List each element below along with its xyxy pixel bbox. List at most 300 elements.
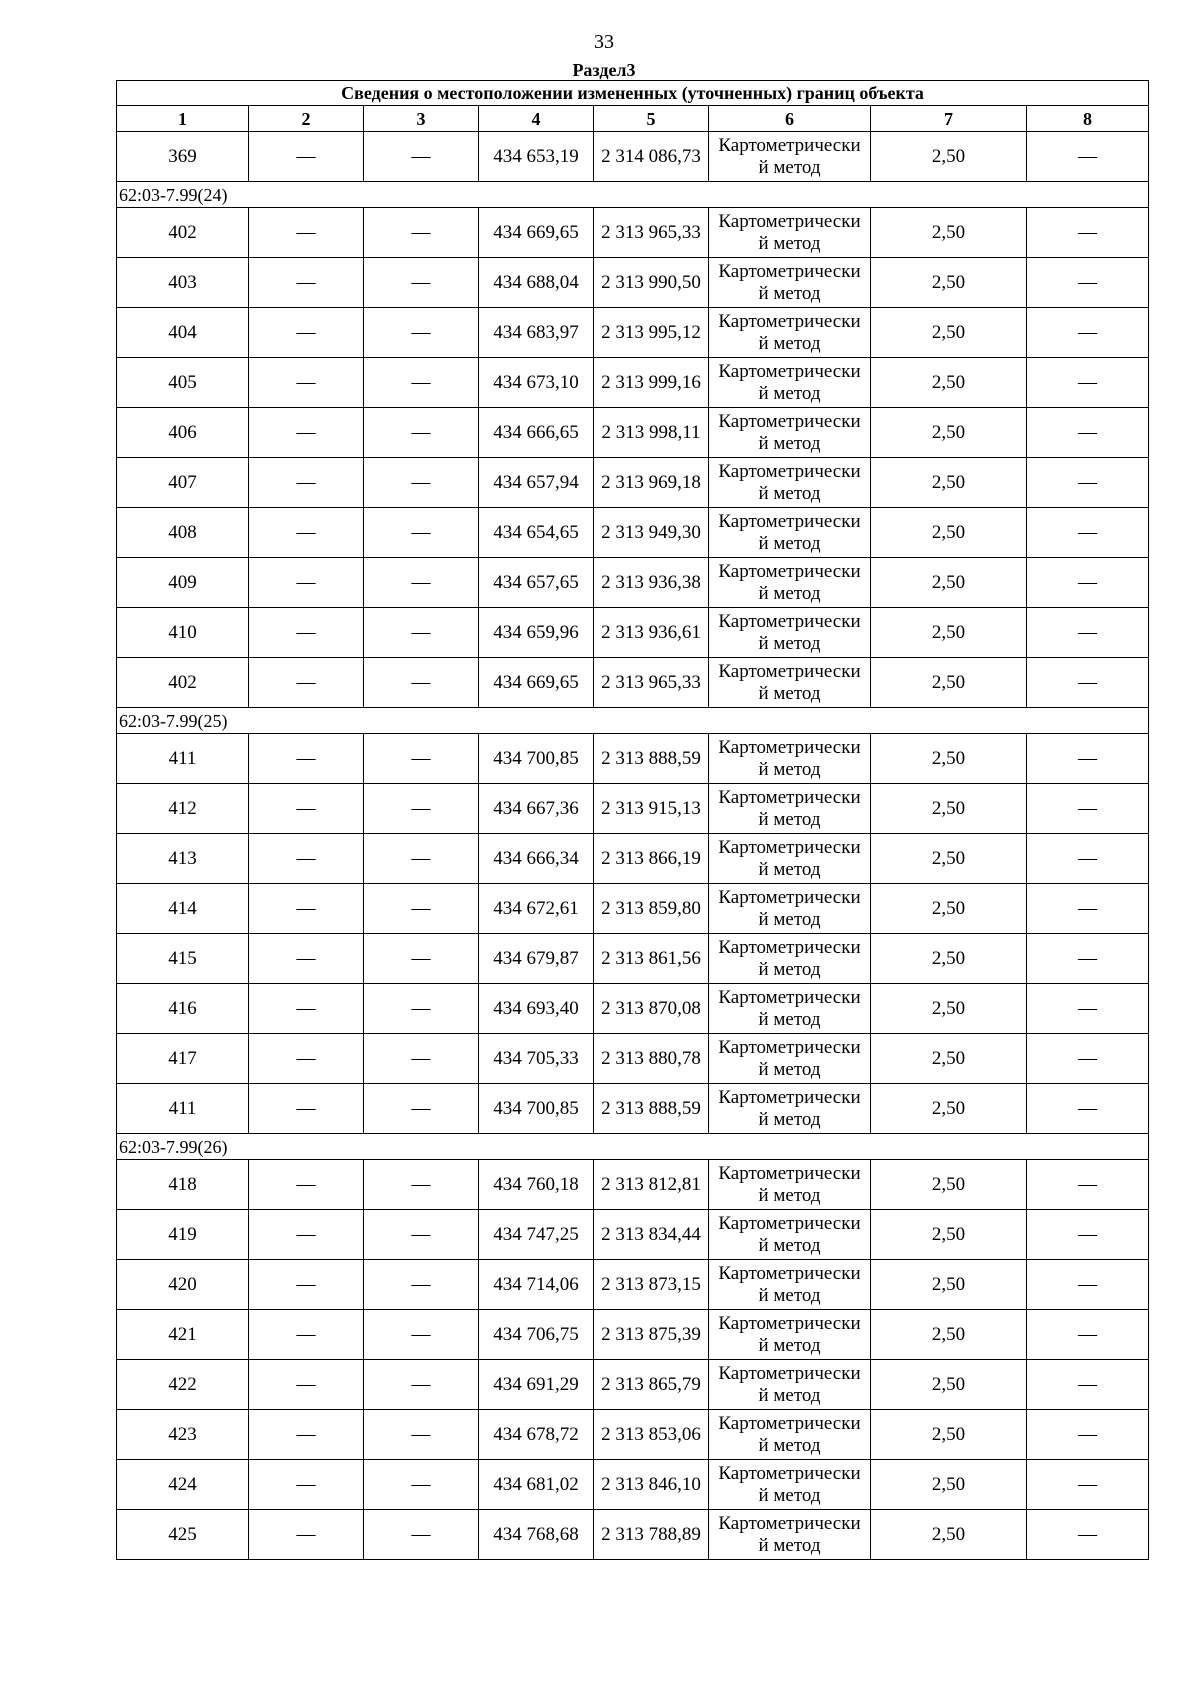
table-row xyxy=(117,208,1149,258)
table-row xyxy=(117,132,1149,182)
method-cell xyxy=(709,558,871,608)
y-coordinate-cell: 2 313 861,56 xyxy=(594,934,709,984)
column-8-cell: — xyxy=(1027,884,1149,934)
method-line-1: Картометрически xyxy=(718,134,861,156)
column-2-cell: — xyxy=(249,508,364,558)
x-coordinate-cell: 434 700,85 xyxy=(479,734,594,784)
point-number-cell: 422 xyxy=(117,1360,249,1410)
point-number-cell: 423 xyxy=(117,1410,249,1460)
y-coordinate-cell: 2 313 965,33 xyxy=(594,658,709,708)
point-number-cell: 424 xyxy=(117,1460,249,1510)
method-line-1: Картометрически xyxy=(718,660,861,682)
column-2-cell: — xyxy=(249,1034,364,1084)
column-2-cell: — xyxy=(249,1160,364,1210)
y-coordinate-cell: 2 313 888,59 xyxy=(594,1084,709,1134)
accuracy-cell: 2,50 xyxy=(871,1084,1027,1134)
table-row xyxy=(117,1034,1149,1084)
column-8-cell: — xyxy=(1027,208,1149,258)
point-number-cell: 402 xyxy=(117,658,249,708)
y-coordinate-cell: 2 313 812,81 xyxy=(594,1160,709,1210)
point-number-cell: 405 xyxy=(117,358,249,408)
method-line-2: й метод xyxy=(758,1284,821,1306)
method-line-1: Картометрически xyxy=(718,510,861,532)
point-number-cell: 416 xyxy=(117,984,249,1034)
column-8-cell: — xyxy=(1027,1260,1149,1310)
column-2-cell: — xyxy=(249,734,364,784)
point-number-cell: 408 xyxy=(117,508,249,558)
method-line-1: Картометрически xyxy=(718,560,861,582)
table-row xyxy=(117,1210,1149,1260)
column-8-cell: — xyxy=(1027,658,1149,708)
group-label: 62:03-7.99(25) xyxy=(117,708,1149,734)
column-3-cell: — xyxy=(364,984,479,1034)
column-3-cell: — xyxy=(364,934,479,984)
column-2-cell: — xyxy=(249,934,364,984)
column-8-cell: — xyxy=(1027,834,1149,884)
accuracy-cell: 2,50 xyxy=(871,784,1027,834)
x-coordinate-cell: 434 654,65 xyxy=(479,508,594,558)
method-cell xyxy=(709,358,871,408)
column-8-cell: — xyxy=(1027,308,1149,358)
y-coordinate-cell: 2 313 999,16 xyxy=(594,358,709,408)
y-coordinate-cell: 2 313 866,19 xyxy=(594,834,709,884)
y-coordinate-cell: 2 313 788,89 xyxy=(594,1510,709,1560)
column-2-cell: — xyxy=(249,1410,364,1460)
accuracy-cell: 2,50 xyxy=(871,1034,1027,1084)
method-cell xyxy=(709,1084,871,1134)
column-3-cell: — xyxy=(364,1410,479,1460)
table-row xyxy=(117,884,1149,934)
column-3-cell: — xyxy=(364,208,479,258)
point-number-cell: 407 xyxy=(117,458,249,508)
accuracy-cell: 2,50 xyxy=(871,258,1027,308)
method-cell xyxy=(709,1360,871,1410)
y-coordinate-cell: 2 313 969,18 xyxy=(594,458,709,508)
column-2-cell: — xyxy=(249,1510,364,1560)
table-header-row xyxy=(117,106,1149,132)
method-line-1: Картометрически xyxy=(718,260,861,282)
y-coordinate-cell: 2 313 915,13 xyxy=(594,784,709,834)
y-coordinate-cell: 2 313 873,15 xyxy=(594,1260,709,1310)
column-3-cell: — xyxy=(364,608,479,658)
x-coordinate-cell: 434 659,96 xyxy=(479,608,594,658)
method-line-2: й метод xyxy=(758,432,821,454)
group-label: 62:03-7.99(26) xyxy=(117,1134,1149,1160)
method-line-2: й метод xyxy=(758,156,821,178)
accuracy-cell: 2,50 xyxy=(871,984,1027,1034)
column-3-cell: — xyxy=(364,1260,479,1310)
x-coordinate-cell: 434 678,72 xyxy=(479,1410,594,1460)
y-coordinate-cell: 2 313 965,33 xyxy=(594,208,709,258)
column-3-cell: — xyxy=(364,658,479,708)
x-coordinate-cell: 434 683,97 xyxy=(479,308,594,358)
x-coordinate-cell: 434 653,19 xyxy=(479,132,594,182)
method-line-1: Картометрически xyxy=(718,410,861,432)
y-coordinate-cell: 2 313 990,50 xyxy=(594,258,709,308)
method-cell xyxy=(709,784,871,834)
method-cell xyxy=(709,658,871,708)
method-line-1: Картометрически xyxy=(718,786,861,808)
column-2-cell: — xyxy=(249,358,364,408)
accuracy-cell: 2,50 xyxy=(871,1360,1027,1410)
method-cell xyxy=(709,834,871,884)
method-line-2: й метод xyxy=(758,282,821,304)
column-8-cell: — xyxy=(1027,408,1149,458)
method-line-2: й метод xyxy=(758,1484,821,1506)
method-line-2: й метод xyxy=(758,908,821,930)
accuracy-cell: 2,50 xyxy=(871,608,1027,658)
x-coordinate-cell: 434 681,02 xyxy=(479,1460,594,1510)
table-row xyxy=(117,1460,1149,1510)
table-row xyxy=(117,934,1149,984)
group-row xyxy=(117,708,1149,734)
column-header: 3 xyxy=(364,106,479,132)
table-row xyxy=(117,984,1149,1034)
accuracy-cell: 2,50 xyxy=(871,884,1027,934)
column-2-cell: — xyxy=(249,1360,364,1410)
y-coordinate-cell: 2 313 853,06 xyxy=(594,1410,709,1460)
method-cell xyxy=(709,934,871,984)
accuracy-cell: 2,50 xyxy=(871,658,1027,708)
column-3-cell: — xyxy=(364,884,479,934)
column-header: 7 xyxy=(871,106,1027,132)
column-3-cell: — xyxy=(364,1160,479,1210)
column-8-cell: — xyxy=(1027,608,1149,658)
column-8-cell: — xyxy=(1027,258,1149,308)
column-header: 8 xyxy=(1027,106,1149,132)
column-2-cell: — xyxy=(249,608,364,658)
table-row xyxy=(117,608,1149,658)
method-cell xyxy=(709,1510,871,1560)
method-line-1: Картометрически xyxy=(718,1212,861,1234)
column-3-cell: — xyxy=(364,784,479,834)
point-number-cell: 412 xyxy=(117,784,249,834)
x-coordinate-cell: 434 691,29 xyxy=(479,1360,594,1410)
point-number-cell: 410 xyxy=(117,608,249,658)
method-line-1: Картометрически xyxy=(718,1162,861,1184)
accuracy-cell: 2,50 xyxy=(871,408,1027,458)
method-cell xyxy=(709,408,871,458)
point-number-cell: 403 xyxy=(117,258,249,308)
column-8-cell: — xyxy=(1027,784,1149,834)
point-number-cell: 420 xyxy=(117,1260,249,1310)
x-coordinate-cell: 434 666,34 xyxy=(479,834,594,884)
y-coordinate-cell: 2 313 875,39 xyxy=(594,1310,709,1360)
column-8-cell: — xyxy=(1027,132,1149,182)
column-8-cell: — xyxy=(1027,508,1149,558)
table-row xyxy=(117,358,1149,408)
column-2-cell: — xyxy=(249,408,364,458)
column-header: 1 xyxy=(117,106,249,132)
method-cell xyxy=(709,1310,871,1360)
x-coordinate-cell: 434 667,36 xyxy=(479,784,594,834)
accuracy-cell: 2,50 xyxy=(871,834,1027,884)
method-line-1: Картометрически xyxy=(718,1512,861,1534)
column-8-cell: — xyxy=(1027,458,1149,508)
x-coordinate-cell: 434 669,65 xyxy=(479,658,594,708)
point-number-cell: 418 xyxy=(117,1160,249,1210)
accuracy-cell: 2,50 xyxy=(871,1310,1027,1360)
method-cell xyxy=(709,258,871,308)
y-coordinate-cell: 2 313 936,61 xyxy=(594,608,709,658)
column-2-cell: — xyxy=(249,884,364,934)
method-cell xyxy=(709,1410,871,1460)
column-2-cell: — xyxy=(249,1084,364,1134)
method-line-1: Картометрически xyxy=(718,936,861,958)
point-number-cell: 417 xyxy=(117,1034,249,1084)
table-row xyxy=(117,1510,1149,1560)
table-row xyxy=(117,834,1149,884)
x-coordinate-cell: 434 747,25 xyxy=(479,1210,594,1260)
point-number-cell: 409 xyxy=(117,558,249,608)
column-8-cell: — xyxy=(1027,1210,1149,1260)
point-number-cell: 404 xyxy=(117,308,249,358)
y-coordinate-cell: 2 313 834,44 xyxy=(594,1210,709,1260)
column-8-cell: — xyxy=(1027,984,1149,1034)
y-coordinate-cell: 2 313 936,38 xyxy=(594,558,709,608)
method-line-2: й метод xyxy=(758,1008,821,1030)
table-row xyxy=(117,1310,1149,1360)
group-label: 62:03-7.99(24) xyxy=(117,182,1149,208)
column-8-cell: — xyxy=(1027,358,1149,408)
x-coordinate-cell: 434 673,10 xyxy=(479,358,594,408)
method-line-1: Картометрически xyxy=(718,310,861,332)
y-coordinate-cell: 2 313 995,12 xyxy=(594,308,709,358)
column-2-cell: — xyxy=(249,558,364,608)
point-number-cell: 411 xyxy=(117,1084,249,1134)
column-3-cell: — xyxy=(364,458,479,508)
method-cell xyxy=(709,1034,871,1084)
column-2-cell: — xyxy=(249,784,364,834)
y-coordinate-cell: 2 313 998,11 xyxy=(594,408,709,458)
table-caption-row xyxy=(117,81,1149,106)
column-2-cell: — xyxy=(249,132,364,182)
x-coordinate-cell: 434 669,65 xyxy=(479,208,594,258)
method-line-2: й метод xyxy=(758,858,821,880)
accuracy-cell: 2,50 xyxy=(871,132,1027,182)
y-coordinate-cell: 2 313 859,80 xyxy=(594,884,709,934)
column-3-cell: — xyxy=(364,258,479,308)
page-number: 33 xyxy=(594,31,614,53)
method-line-1: Картометрически xyxy=(718,736,861,758)
column-header: 5 xyxy=(594,106,709,132)
x-coordinate-cell: 434 714,06 xyxy=(479,1260,594,1310)
table-row xyxy=(117,258,1149,308)
column-3-cell: — xyxy=(364,358,479,408)
accuracy-cell: 2,50 xyxy=(871,208,1027,258)
column-8-cell: — xyxy=(1027,934,1149,984)
method-line-2: й метод xyxy=(758,1334,821,1356)
method-line-2: й метод xyxy=(758,1058,821,1080)
x-coordinate-cell: 434 657,94 xyxy=(479,458,594,508)
table-row xyxy=(117,1260,1149,1310)
column-8-cell: — xyxy=(1027,1510,1149,1560)
x-coordinate-cell: 434 657,65 xyxy=(479,558,594,608)
method-cell xyxy=(709,884,871,934)
accuracy-cell: 2,50 xyxy=(871,1460,1027,1510)
method-line-1: Картометрически xyxy=(718,1462,861,1484)
method-line-2: й метод xyxy=(758,1108,821,1130)
accuracy-cell: 2,50 xyxy=(871,358,1027,408)
method-line-2: й метод xyxy=(758,808,821,830)
method-line-2: й метод xyxy=(758,232,821,254)
column-8-cell: — xyxy=(1027,1084,1149,1134)
method-line-2: й метод xyxy=(758,1534,821,1556)
point-number-cell: 402 xyxy=(117,208,249,258)
table-row xyxy=(117,784,1149,834)
method-cell xyxy=(709,1210,871,1260)
point-number-cell: 413 xyxy=(117,834,249,884)
accuracy-cell: 2,50 xyxy=(871,734,1027,784)
x-coordinate-cell: 434 768,68 xyxy=(479,1510,594,1560)
accuracy-cell: 2,50 xyxy=(871,1160,1027,1210)
column-3-cell: — xyxy=(364,1360,479,1410)
column-2-cell: — xyxy=(249,458,364,508)
table-row xyxy=(117,458,1149,508)
column-3-cell: — xyxy=(364,1310,479,1360)
accuracy-cell: 2,50 xyxy=(871,558,1027,608)
method-line-1: Картометрически xyxy=(718,1412,861,1434)
column-2-cell: — xyxy=(249,834,364,884)
column-header: 6 xyxy=(709,106,871,132)
y-coordinate-cell: 2 313 846,10 xyxy=(594,1460,709,1510)
column-3-cell: — xyxy=(364,1460,479,1510)
table-row xyxy=(117,1410,1149,1460)
column-8-cell: — xyxy=(1027,1410,1149,1460)
method-line-2: й метод xyxy=(758,582,821,604)
point-number-cell: 425 xyxy=(117,1510,249,1560)
method-line-1: Картометрически xyxy=(718,1312,861,1334)
x-coordinate-cell: 434 666,65 xyxy=(479,408,594,458)
method-line-1: Картометрически xyxy=(718,836,861,858)
method-line-1: Картометрически xyxy=(718,210,861,232)
column-8-cell: — xyxy=(1027,1310,1149,1360)
accuracy-cell: 2,50 xyxy=(871,458,1027,508)
column-8-cell: — xyxy=(1027,1034,1149,1084)
section-title: Раздел3 xyxy=(572,60,636,80)
table-caption: Сведения о местоположении измененных (уточненных) границ объекта xyxy=(117,81,1149,106)
table-row xyxy=(117,1360,1149,1410)
method-cell xyxy=(709,508,871,558)
column-2-cell: — xyxy=(249,984,364,1034)
group-row xyxy=(117,1134,1149,1160)
method-line-2: й метод xyxy=(758,758,821,780)
point-number-cell: 406 xyxy=(117,408,249,458)
method-cell xyxy=(709,308,871,358)
group-row xyxy=(117,182,1149,208)
method-line-2: й метод xyxy=(758,1234,821,1256)
method-line-1: Картометрически xyxy=(718,610,861,632)
column-8-cell: — xyxy=(1027,1160,1149,1210)
x-coordinate-cell: 434 672,61 xyxy=(479,884,594,934)
y-coordinate-cell: 2 313 865,79 xyxy=(594,1360,709,1410)
method-cell xyxy=(709,734,871,784)
method-line-1: Картометрически xyxy=(718,986,861,1008)
accuracy-cell: 2,50 xyxy=(871,1210,1027,1260)
point-number-cell: 415 xyxy=(117,934,249,984)
column-8-cell: — xyxy=(1027,1460,1149,1510)
y-coordinate-cell: 2 313 870,08 xyxy=(594,984,709,1034)
method-cell xyxy=(709,608,871,658)
column-3-cell: — xyxy=(364,558,479,608)
column-3-cell: — xyxy=(364,734,479,784)
accuracy-cell: 2,50 xyxy=(871,508,1027,558)
column-3-cell: — xyxy=(364,508,479,558)
method-cell xyxy=(709,1160,871,1210)
method-cell xyxy=(709,132,871,182)
table-row xyxy=(117,734,1149,784)
x-coordinate-cell: 434 705,33 xyxy=(479,1034,594,1084)
method-line-1: Картометрически xyxy=(718,1362,861,1384)
y-coordinate-cell: 2 313 880,78 xyxy=(594,1034,709,1084)
x-coordinate-cell: 434 679,87 xyxy=(479,934,594,984)
accuracy-cell: 2,50 xyxy=(871,308,1027,358)
accuracy-cell: 2,50 xyxy=(871,1260,1027,1310)
column-2-cell: — xyxy=(249,258,364,308)
column-2-cell: — xyxy=(249,1460,364,1510)
method-line-2: й метод xyxy=(758,1184,821,1206)
column-3-cell: — xyxy=(364,1084,479,1134)
method-cell xyxy=(709,208,871,258)
column-header: 4 xyxy=(479,106,594,132)
method-line-1: Картометрически xyxy=(718,1036,861,1058)
point-number-cell: 411 xyxy=(117,734,249,784)
accuracy-cell: 2,50 xyxy=(871,934,1027,984)
method-line-1: Картометрически xyxy=(718,1086,861,1108)
x-coordinate-cell: 434 706,75 xyxy=(479,1310,594,1360)
method-line-2: й метод xyxy=(758,1384,821,1406)
point-number-cell: 419 xyxy=(117,1210,249,1260)
column-3-cell: — xyxy=(364,1034,479,1084)
point-number-cell: 414 xyxy=(117,884,249,934)
column-2-cell: — xyxy=(249,1210,364,1260)
x-coordinate-cell: 434 700,85 xyxy=(479,1084,594,1134)
y-coordinate-cell: 2 313 949,30 xyxy=(594,508,709,558)
method-line-2: й метод xyxy=(758,958,821,980)
method-line-1: Картометрически xyxy=(718,360,861,382)
y-coordinate-cell: 2 313 888,59 xyxy=(594,734,709,784)
method-cell xyxy=(709,1260,871,1310)
column-header: 2 xyxy=(249,106,364,132)
column-3-cell: — xyxy=(364,1210,479,1260)
method-line-2: й метод xyxy=(758,332,821,354)
table-row xyxy=(117,1160,1149,1210)
method-line-2: й метод xyxy=(758,532,821,554)
column-8-cell: — xyxy=(1027,1360,1149,1410)
accuracy-cell: 2,50 xyxy=(871,1410,1027,1460)
method-line-1: Картометрически xyxy=(718,1262,861,1284)
table-row xyxy=(117,508,1149,558)
column-8-cell: — xyxy=(1027,734,1149,784)
method-line-2: й метод xyxy=(758,632,821,654)
column-2-cell: — xyxy=(249,208,364,258)
method-cell xyxy=(709,1460,871,1510)
method-line-2: й метод xyxy=(758,382,821,404)
table-row xyxy=(117,558,1149,608)
x-coordinate-cell: 434 760,18 xyxy=(479,1160,594,1210)
column-3-cell: — xyxy=(364,1510,479,1560)
method-cell xyxy=(709,458,871,508)
table-row xyxy=(117,408,1149,458)
method-line-2: й метод xyxy=(758,1434,821,1456)
column-2-cell: — xyxy=(249,1310,364,1360)
method-line-1: Картометрически xyxy=(718,460,861,482)
column-2-cell: — xyxy=(249,1260,364,1310)
column-2-cell: — xyxy=(249,308,364,358)
table-row xyxy=(117,658,1149,708)
table-row xyxy=(117,308,1149,358)
column-3-cell: — xyxy=(364,408,479,458)
